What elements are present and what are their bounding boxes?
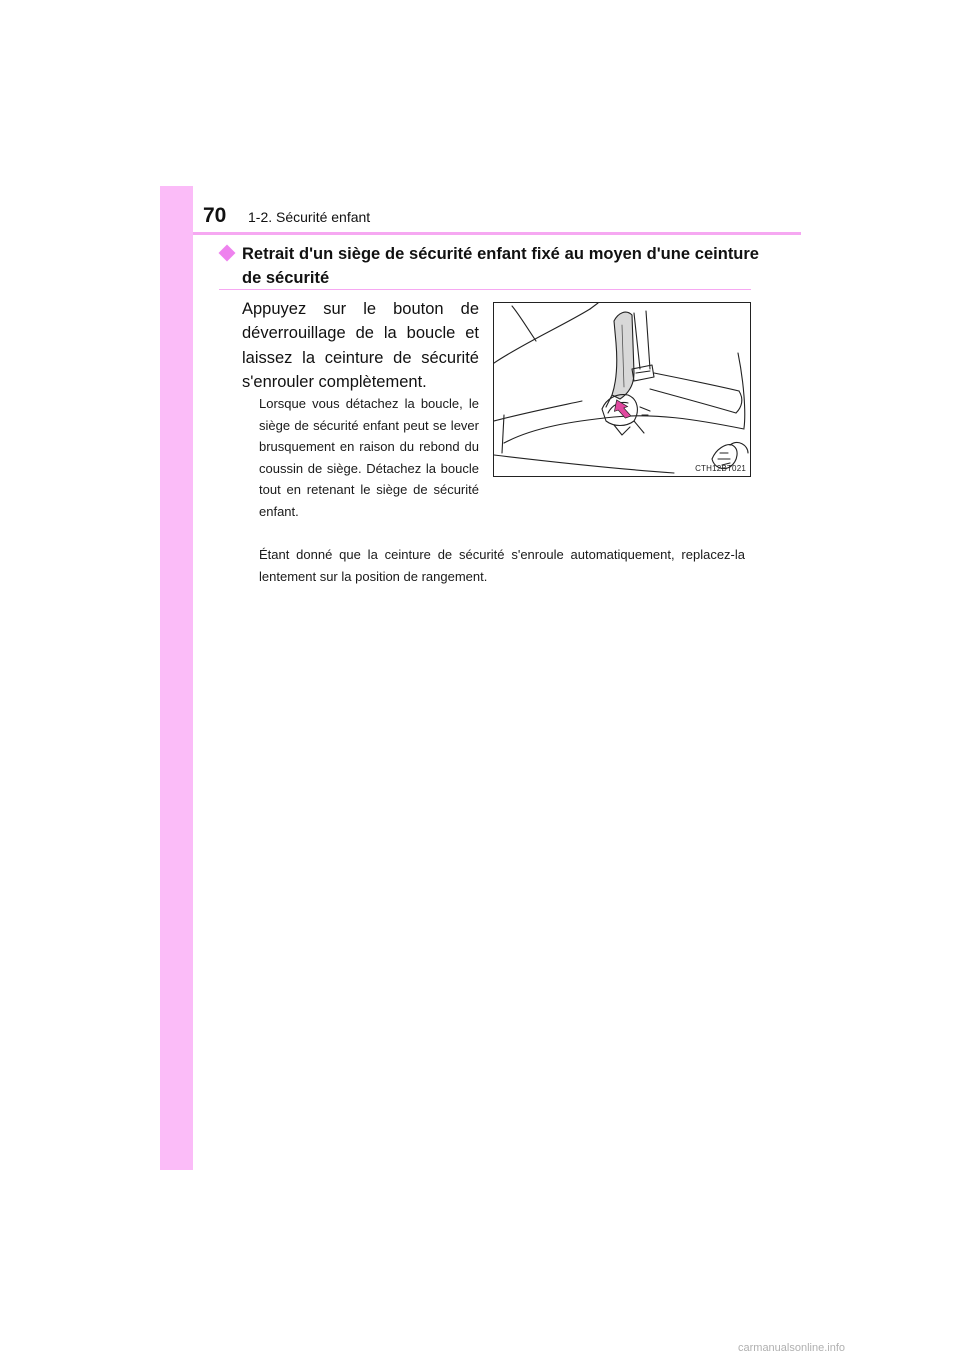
seat-drawing bbox=[494, 303, 750, 476]
heading-text: Retrait d'un siège de sécurité enfant fixé au moyen d'une ceinture de sécurité bbox=[242, 245, 759, 287]
heading-rule bbox=[219, 289, 751, 290]
header-rule bbox=[193, 232, 801, 235]
note-paragraph-1: Lorsque vous détachez la boucle, le siège de sécurité enfant peut se lever brusquement en raison du rebond du coussin de siège. Détachez la boucle tout en retenant le siège de sécurité enfant. bbox=[259, 396, 479, 519]
section-title: 1-2. Sécurité enfant bbox=[248, 209, 371, 225]
note-paragraph-2: Étant donné que la ceinture de sécurité s'enroule automatiquement, replacez-la lentement sur la position de rangement. bbox=[259, 547, 745, 584]
side-tab-bar bbox=[160, 186, 193, 1170]
figure-code: CTH12BT021 bbox=[695, 464, 746, 473]
watermark: carmanualsonline.info bbox=[738, 1342, 846, 1354]
diamond-bullet-icon bbox=[219, 245, 236, 262]
seatbelt-buckle-illustration bbox=[493, 302, 751, 477]
page-number: 70 bbox=[203, 204, 227, 227]
instruction-text: Appuyez sur le bouton de déverrouillage de la boucle et laissez la ceinture de sécurité s'enrouler complètement. bbox=[242, 300, 479, 391]
subsection-heading bbox=[219, 242, 759, 290]
